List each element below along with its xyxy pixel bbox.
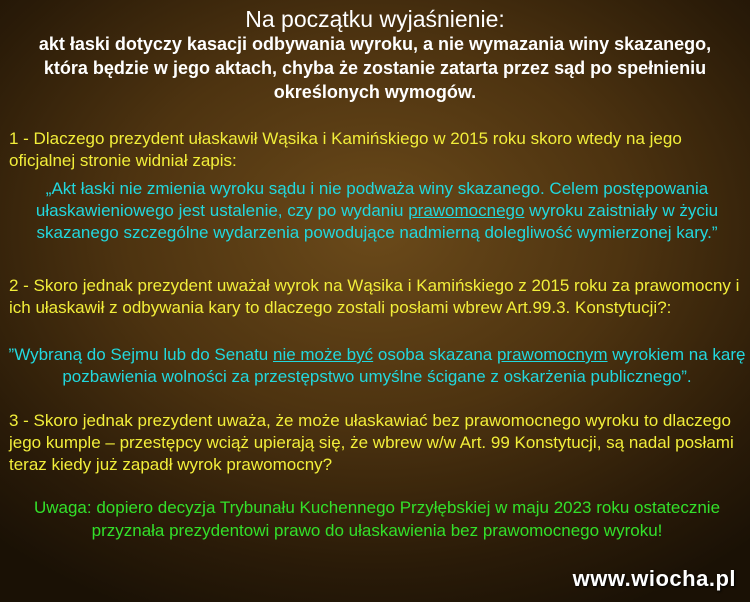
- watermark: www.wiocha.pl: [572, 566, 736, 591]
- quote-2-link-1: nie może być: [272, 345, 374, 364]
- question-3: 3 - Skoro jednak prezydent uważa, że może ułaskawiać bez prawomocnego wyroku to dlaczego jego kumple – przestępcy wciąż upierają się, że wbrew w/w Art. 99 Konstytucji, są nadal posłami teraz kiedy już zapadł wyrok prawomocny?: [9, 411, 734, 474]
- intro-body: akt łaski dotyczy kasacji odbywania wyroku, a nie wymazania winy skazanego, która będzie w jego aktach, chyba że zostanie zatarta przez sąd po spełnieniu określonych wymogów.: [38, 34, 712, 102]
- quote-1-part-a: „Akt łaski nie zmienia wyroku sądu i nie podważa winy skazanego. Celem postępowania ułaskawieniowego jest ustalenie, czy po wydaniu: [35, 179, 709, 220]
- question-2: 2 - Skoro jednak prezydent uważał wyrok na Wąsika i Kamińskiego z 2015 roku za prawomocny i ich ułaskawił z odbywania kary to dlaczego zostali posłami wbrew Art.99.3. Konstytucji?:: [9, 276, 740, 317]
- quote-1-part-b: wyroku zaistniały w życiu skazanego szczególne wydarzenia powodujące nadmierną dolegliwość wymierzonej kary.”: [36, 201, 719, 242]
- quote-2-link-2: prawomocnym: [496, 345, 608, 364]
- quote-1-link: prawomocnego: [408, 201, 525, 220]
- question-1: 1 - Dlaczego prezydent ułaskawił Wąsika i Kamińskiego w 2015 roku skoro wtedy na jego oficjalnej stronie widniał zapis:: [9, 129, 682, 170]
- intro-title: Na początku wyjaśnienie:: [245, 6, 505, 32]
- warning-note: Uwaga: dopiero decyzja Trybunału Kuchennego Przyłębskiej w maju 2023 roku ostatecznie przyznała prezydentowi prawo do ułaskawienia bez prawomocnego wyroku!: [33, 498, 721, 540]
- quote-2: [8, 344, 746, 388]
- quote-2-part-b: osoba skazana: [373, 345, 497, 364]
- quote-2-part-a: ”Wybraną do Sejmu lub do Senatu: [8, 345, 273, 364]
- quote-1: [8, 178, 746, 244]
- quote-2-part-c: wyrokiem na karę pozbawienia wolności za przestępstwo umyślne ścigane z oskarżenia publicznego”.: [62, 345, 746, 386]
